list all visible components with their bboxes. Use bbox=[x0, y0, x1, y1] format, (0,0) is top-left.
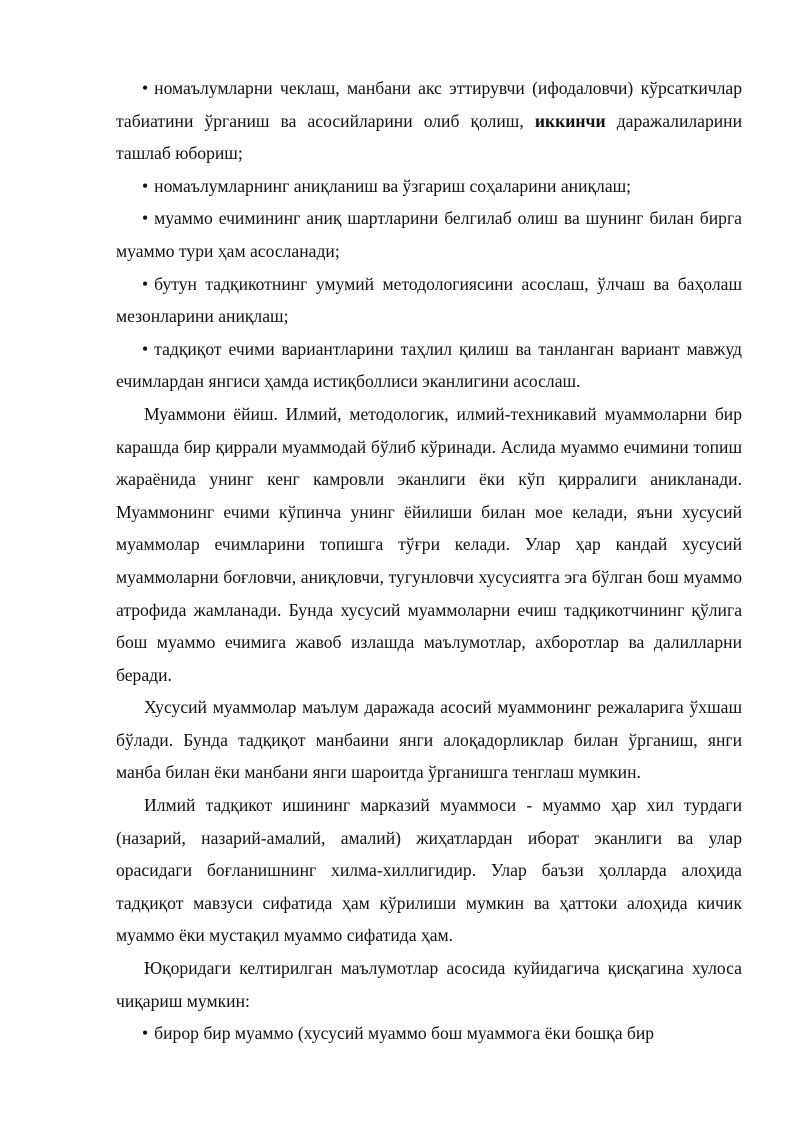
body-paragraph: Илмий тадқикот ишининг марказий муаммоси - муаммо ҳар хил турдаги (назарий, назарий-амалий, амалий) жиҳатлардан иборат эканлиги ва улар орасидаги боғланишнинг хилма-хиллигидир. Улар баъзи ҳолларда алоҳида тадқиқот мавзуси сифатида ҳам кўрилиши мумкин ва ҳаттоки алоҳида кичик муаммо ёки мустақил муаммо сифатида ҳам. bbox=[116, 795, 742, 946]
bullet-mark: • bbox=[142, 338, 149, 359]
bullet-text: бирор бир муаммо (хусусий муаммо бош муаммога ёки бошқа бир bbox=[154, 1023, 655, 1044]
bullet-mark: • bbox=[142, 78, 149, 98]
bullet-item bbox=[116, 268, 742, 333]
bullet-text: бутун тадқикотнинг умумий методологиясини асослаш, ўлчаш ва баҳолаш мезонларини аниқлаш; bbox=[116, 273, 742, 327]
bullet-text: тадқиқот ечими вариантларини таҳлил қилиш ва танланган вариант мавжуд ечимлардан янгиси ҳамда истиқболлиси эканлигини асослаш. bbox=[116, 338, 742, 392]
bullet-mark: • bbox=[142, 273, 149, 294]
bold-word: иккинчи bbox=[534, 110, 606, 131]
document-page bbox=[116, 72, 742, 1050]
bullet-item bbox=[116, 72, 742, 170]
body-paragraph: Юқоридаги келтирилган маълумотлар асосида куйидагича қисқагина хулоса чиқариш мумкин: bbox=[116, 958, 742, 1011]
body-paragraph: Хусусий муаммолар маълум даражада асосий муаммонинг режаларига ўхшаш бўлади. Бунда тадқиқот манбаини янги алоқадорликлар билан ўрганиш, янги манба билан ёки манбани янги шароитда ўрганишга тенглаш мумкин. bbox=[116, 697, 742, 783]
bullet-item bbox=[116, 333, 742, 398]
bullet-item bbox=[116, 170, 742, 203]
bullet-item bbox=[116, 1017, 742, 1050]
bullet-mark: • bbox=[142, 175, 149, 196]
bullet-text: номаълумларнинг аниқланиш ва ўзгариш соҳаларини аниқлаш; bbox=[154, 175, 632, 196]
bullet-text-continued: даражалиларини ташлаб юбориш; bbox=[116, 110, 743, 164]
bullet-mark: • bbox=[142, 208, 149, 229]
bullet-text: муаммо ечимининг аниқ шартларини белгилаб олиш ва шунинг билан бирга муаммо тури ҳам асосланади; bbox=[116, 208, 742, 261]
bullet-mark: • bbox=[142, 1023, 149, 1044]
bullet-item bbox=[116, 202, 742, 267]
body-paragraph: Муаммони ёйиш. Илмий, методологик, илмий-техникавий муаммоларни бир карашда бир қиррали муаммодай бўлиб кўринади. Аслида муаммо ечимини топиш жараёнида унинг кенг камровли эканлиги ёки кўп қирралиги аникланади. Муаммонинг ечими кўпинча унинг ёйилиши билан мое келади, яъни хусусий муаммолар ечимларини топишга тўғри келади. Улар ҳар кандай хусусий муаммоларни боғловчи, аниқловчи, тугунловчи хусусиятга эга бўлган бош муаммо атрофида жамланади. Бунда хусусий муаммоларни ечиш тадқикотчининг қўлига бош муаммо ечимига жавоб излашда маълумотлар, ахборотлар ва далилларни беради. bbox=[116, 403, 742, 685]
bullet-text: номаълумларни чеклаш, манбани акс эттирувчи (ифодаловчи) кўрсаткичлар табиатини ўрганиш ва асосийларини олиб қолиш, bbox=[116, 78, 742, 131]
